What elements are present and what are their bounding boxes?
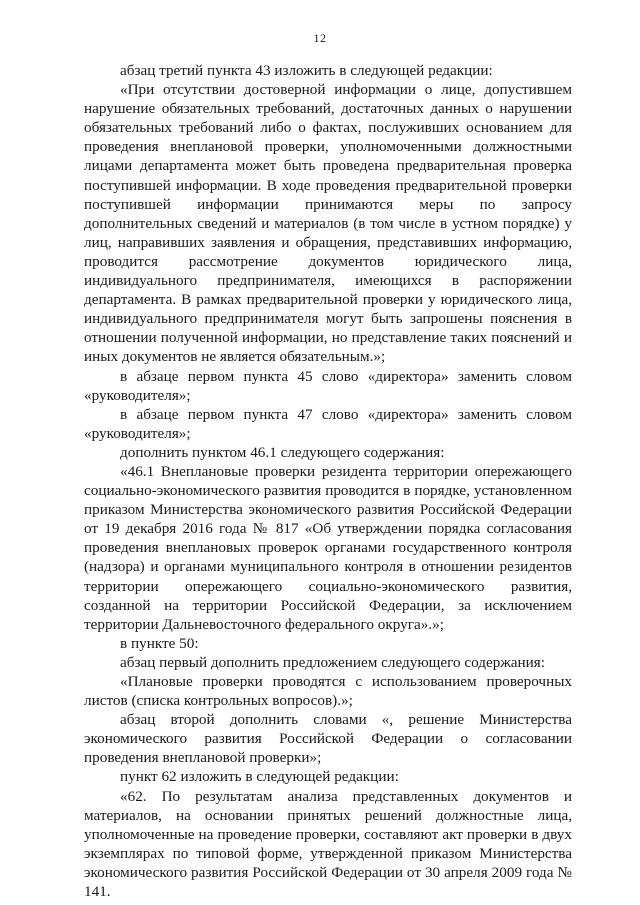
paragraph-add-46-1: дополнить пунктом 46.1 следующего содержания:: [120, 443, 445, 461]
paragraph-43-text: «При отсутствии достоверной информации о лице, допустившем нарушение обязательных требований, достаточных данных о нарушении обязательных требований либо о фактах, послуживших основанием для проведения внеплановой проверки, уполномоченными должностными лицами департамента может быть проведена предварительная проверка поступившей информации. В ходе проведения предварительной проверки поступившей информации принимаются меры по запросу дополнительных сведений и материалов (в том числе в устном порядке) у лиц, направивших заявления и обращения, представивших информацию, проводится рассмотрение документов юридического лица, индивидуального предпринимателя, имеющихся в распоряжении департамента. В рамках предварительной проверки у юридического лица, индивидуального предпринимателя могут быть запрошены пояснения в отношении полученной информации, но представление таких пояснений и иных документов не является обязательным.»;: [84, 81, 572, 366]
page-number: 12: [313, 31, 327, 45]
paragraph-amend-62: пункт 62 изложить в следующей редакции:: [120, 768, 399, 786]
paragraph-point-50: в пункте 50:: [120, 634, 199, 652]
paragraph-62-text: «62. По результатам анализа представленных документов и материалов, на основании принятых решений должностные лица, уполномоченные на проведение проверки, составляют акт проверки в двух экземплярах по типовой форме, утвержденной приказом Министерства экономического развития Российской Федерации от 30 апреля 2009 года № 141.: [84, 787, 572, 901]
paragraph-amend-47: в абзаце первом пункта 47 слово «директора» заменить словом «руководителя»;: [84, 405, 572, 442]
paragraph-amend-43: абзац третий пункта 43 изложить в следующей редакции:: [120, 62, 493, 79]
paragraph-50-first-text: «Плановые проверки проводятся с использованием проверочных листов (списка контрольных вопросов).»;: [84, 673, 572, 710]
paragraph-amend-45: в абзаце первом пункта 45 слово «директора» заменить словом «руководителя»;: [84, 367, 572, 404]
paragraph-50-second: абзац второй дополнить словами «, решение Министерства экономического развития Российской Федерации о согласовании проведения внеплановой проверки»;: [84, 711, 572, 767]
document-body: [84, 61, 572, 901]
paragraph-46-1-text: «46.1 Внеплановые проверки резидента территории опережающего социально-экономического развития проводится в порядке, установленном приказом Министерства экономического развития Российской Федерации от 19 декабря 2016 года № 817 «Об утверждении порядка согласования проведения внеплановых проверок органами государственного контроля (надзора) и органами муниципального контроля в отношении резидентов территории опережающего социально-экономического развития, созданной на территории Российской Федерации, за исключением территории Дальневосточного федерального округа».»;: [84, 462, 572, 633]
paragraph-50-first: абзац первый дополнить предложением следующего содержания:: [120, 653, 546, 671]
